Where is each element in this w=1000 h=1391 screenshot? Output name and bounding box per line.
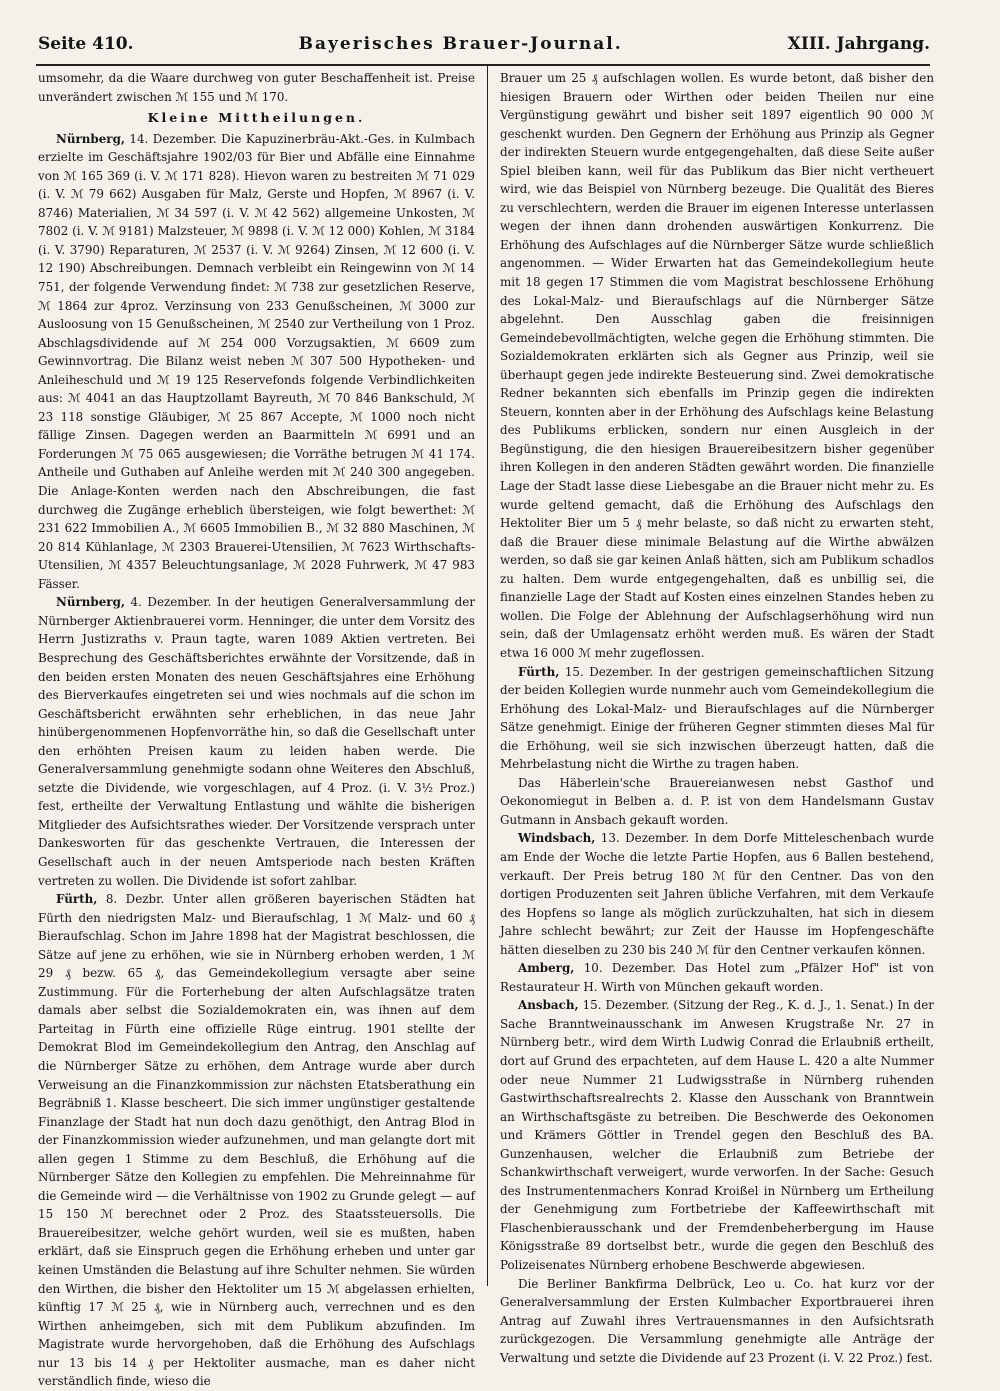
article-nuernberg-kapuzinerbraeu [38, 130, 475, 594]
left-column [38, 69, 475, 1391]
page-header [38, 34, 930, 60]
article-text: Das Häberlein'sche Brauereianwesen nebst Gasthof und Oekonomiegut in Belben a. d. P. ist von dem Handelsmann Gustav Gutmann in Ansbach gekauft worden. [500, 775, 934, 827]
article-lead: Amberg, [518, 961, 575, 976]
column-divider [487, 66, 488, 1286]
volume-label: XIII. Jahrgang. [787, 34, 930, 54]
journal-title: Bayerisches Brauer-Journal. [298, 34, 623, 54]
right-column [500, 69, 934, 1367]
section-heading: Kleine Mittheilungen. [147, 110, 366, 126]
article-amberg [500, 959, 934, 996]
article-lead: Windsbach, [518, 831, 596, 846]
article-nuernberg-henninger [38, 593, 475, 890]
page-number: Seite 410. [38, 34, 134, 54]
article-fuerth-aufschlag [38, 890, 475, 1391]
article-text: 4. Dezember. In der heutigen Generalversammlung der Nürnberger Aktienbrauerei vorm. Henninger, die unter dem Vorsitz des Herrn Justizraths v. Praun tagte, waren 1089 Aktien vertreten. Bei Besprechung des Geschäftsberichtes erwähnte der Vorsitzende, daß in den beiden ersten Monaten des neuen Geschäftsjahres eine Erhöhung des Bierverkaufes eingetreten sei und wies nochmals auf die schon im Geschäftsbericht erwähnten sehr erheblichen, in das neue Jahr hinübergenommenen Hopfenvorräthe hin, so daß die Gesellschaft unter den erhöhten Preisen kaum zu leiden haben werde. Die Generalversammlung genehmigte sodann ohne Weiteres den Abschluß, setzte die Dividende, wie vorgeschlagen, auf 4 Proz. (i. V. 3½ Proz.) fest, ertheilte der Verwaltung Entlastung und wählte die bisherigen Mitglieder des Aufsichtsrathes wieder. Der Vorsitzende versprach unter Dankesworten für das geschenkte Vertrauen, die Interessen der Gesellschaft auch in der neuen Amtsperiode nach besten Kräften vertreten zu wollen. Die Dividende ist sofort zahlbar. [38, 595, 475, 888]
article-haeberlein [500, 774, 934, 830]
header-rule [36, 64, 930, 66]
article-text: Brauer um 25 ₰ aufschlagen wollen. Es wurde betont, daß bisher den hiesigen Brauern oder Wirthen oder beiden Theilen nur eine Vergünstigung gewährt und bisher seit 1897 eigentlich 90 000 ℳ geschenkt wurden. Den Gegnern der Erhöhung aus Prinzip als Gegner der indirekten Steuern wurde entgegengehalten, daß diese Seite außer Spiel bleiben kann, weil für das Publikum das Bier nicht vertheuert wird, wie das Beispiel von Nürnberg bezeuge. Die Qualität des Bieres zu verschlechtern, werden die Brauer im eigenen Interesse unterlassen wegen der ihnen dann drohenden auswärtigen Konkurrenz. Die Erhöhung des Aufschlages auf die Nürnberger Sätze wurde schließlich angenommen. — Wider Erwarten hat das Gemeindekollegium heute mit 18 gegen 17 Stimmen die vom Magistrat beschlossene Erhöhung des Lokal-Malz- und Bieraufschlags auf die Nürnberger Sätze abgelehnt. Den Ausschlag gaben die freisinnigen Gemeindebevollmächtigten, welche gegen die Erhöhung stimmten. Die Sozialdemokraten erklärten sich als Gegner aus Prinzip, weil sie überhaupt gegen jede indirekte Besteuerung sind. Zwei demokratische Redner bekannten sich ebenfalls im Prinzip gegen die indirekten Steuern, konnten aber in der Erhöhung des Aufschlags keine Belastung des Publikums erblicken, sondern nur einen Ausgleich in der Begünstigung, die den hiesigen Brauereibesitzern bisher gegenüber ihren Kollegen in den anderen Städten gewährt worden. Die finanzielle Lage der Stadt lasse diese Liebesgabe an die Brauer nicht mehr zu. Es wurde geltend gemacht, daß die Erhöhung des Aufschlags den Hektoliter Bier um 5 ₰ mehr belaste, so daß nicht zu erwarten steht, daß die Brauer diese minimale Belastung auf die Wirthe abwälzen werden, so daß sie gar keinen Anlaß hätten, sich am Publikum schadlos zu halten. Dem wurde entgegengehalten, daß es unbillig sei, die finanzielle Lage der Stadt auf Kosten eines einzelnen Standes heben zu wollen. Die Folge der Ablehnung der Aufschlagserhöhung wird nun sein, daß der Umlagensatz erhöht werden muß. Es wären der Stadt etwa 16 000 ℳ mehr zugeflossen. [500, 71, 934, 660]
intro-paragraph: umsomehr, da die Waare durchweg von guter Beschaffenheit ist. Preise unverändert zwischen ℳ 155 und ℳ 170. [38, 71, 475, 104]
article-lead: Fürth, [56, 892, 98, 907]
article-windsbach [500, 829, 934, 959]
article-text: 13. Dezember. In dem Dorfe Mitteleschenbach wurde am Ende der Woche die letzte Partie Hopfen, aus 6 Ballen bestehend, verkauft. Der Preis betrug 180 ℳ für den Centner. Das von den dortigen Produzenten seit Jahren übliche Verfahren, mit dem Verkaufe des Hopfens so lange als möglich zurückzuhalten, hat sich in diesem Jahre schlecht bewährt; zur Zeit der Hausse im Hopfengeschäfte hätten dieselben zu 230 bis 240 ℳ für den Centner verkaufen können. [500, 831, 934, 957]
article-lead: Ansbach, [518, 998, 579, 1013]
article-text: 10. Dezember. Das Hotel zum „Pfälzer Hof" ist von Restaurateur H. Wirth von München gekauft worden. [500, 961, 934, 994]
article-lead: Fürth, [518, 664, 560, 679]
article-lead: Nürnberg, [56, 131, 126, 146]
article-text: Die Berliner Bankfirma Delbrück, Leo u. Co. hat kurz vor der Generalversammlung der Ersten Kulmbacher Exportbrauerei ihren Antrag auf Zuwahl ihres Vertrauensmannes in den Aufsichtsrath zurückgezogen. Die Versammlung genehmigte alle Anträge der Verwaltung und setzte die Dividende auf 23 Prozent (i. V. 22 Proz.) fest. [500, 1276, 934, 1365]
article-ansbach [500, 996, 934, 1274]
article-delbrueck [500, 1275, 934, 1368]
article-fuerth-sitzung [500, 663, 934, 774]
article-text: 15. Dezember. (Sitzung der Reg., K. d. J., 1. Senat.) In der Sache Branntweinausschank im Anwesen Krugstraße Nr. 27 in Nürnberg betr., wird dem Wirth Ludwig Conrad die Erlaubniß ertheilt, dort auf Grund des erpachteten, auf dem Hause L. 420 a alte Nummer oder neue Nummer 21 Ludwigsstraße in Nürnberg ruhenden Gastwirthschaftsrealrechts 2. Klasse den Ausschank von Branntwein an Wirthschaftsgäste zu betreiben. Die Beschwerde des Oekonomen und Krämers Göttler in Trendel gegen den Beschluß des BA. Gunzenhausen, welcher die Erlaubniß zum Betriebe der Schankwirthschaft verweigert, wurde verworfen. In der Sache: Gesuch des Instrumentenmachers Konrad Kroißel in Nürnberg um Ertheilung der Genehmigung zum Fortbetriebe der Kaffeewirthschaft mit Flaschenbierausschank und der Fremdenbeherbergung im Hause Königsstraße 89 dortselbst betr., wurde die gegen den Beschluß des Polizeisenates Nürnberg erhobene Beschwerde abgewiesen. [500, 998, 934, 1272]
article-fuerth-continued [500, 69, 934, 663]
article-text: 8. Dezbr. Unter allen größeren bayerischen Städten hat Fürth den niedrigsten Malz- und Bieraufschlag, 1 ℳ Malz- und 60 ₰ Bieraufschlag. Schon im Jahre 1898 hat der Magistrat beschlossen, die Sätze auf jene zu erhöhen, wie sie in Nürnberg erhoben werden, 1 ℳ 29 ₰ bezw. 65 ₰, das Gemeindekollegium versagte aber seine Zustimmung. Für die Forterhebung der alten Aufschlagsätze traten damals aber selbst die Sozialdemokraten ein, was ihnen auf dem Parteitag in Fürth eine offizielle Rüge eintrug. 1901 stellte der Demokrat Blod im Gemeindekollegium den Antrag, den Anschlag auf die Nürnberger Sätze zu erhöhen, dem Antrage wurde aber durch Verweisung an die Finanzkommission zur nächsten Etatsberathung ein Begräbniß 1. Klasse bescheert. Die sich immer ungünstiger gestaltende Finanzlage der Stadt hat nun doch dazu genöthigt, den Antrag Blod in der Finanzkommission wieder aufzunehmen, und man gelangte dort mit allen gegen 1 Stimme zu dem Beschluß, die Erhöhung auf die Nürnberger Sätze den Kollegien zu empfehlen. Die Mehreinnahme für die Gemeinde wird — die Verhältnisse von 1902 zu Grunde gelegt — auf 15 150 ℳ berechnet oder 2 Proz. des Staatssteuersolls. Die Brauereibesitzer, welche gehört wurden, weil sie es mußten, haben erklärt, daß sie Einspruch gegen die Erhöhung erheben und unter gar keinen Umständen die Belastung auf ihre Schulter nehmen. Sie würden den Wirthen, die bisher den Hektoliter um 15 ℳ abgelassen erhielten, künftig 17 ℳ 25 ₰, wie in Nürnberg auch, verrechnen und es den Wirthen anheimgeben, sich mit dem Publikum abzufinden. Im Magistrate wurde hervorgehoben, daß die Erhöhung des Aufschlags nur 13 bis 14 ₰ per Hektoliter ausmache, man es daher nicht verständlich finde, wieso die [38, 892, 475, 1389]
article-text: 14. Dezember. Die Kapuzinerbräu-Akt.-Ges. in Kulmbach erzielte im Geschäftsjahre 1902/03 für Bier und Abfälle eine Einnahme von ℳ 165 369 (i. V. ℳ 171 828). Hievon waren zu bestreiten ℳ 71 029 (i. V. ℳ 79 662) Ausgaben für Malz, Gerste und Hopfen, ℳ 8967 (i. V. 8746) Materialien, ℳ 34 597 (i. V. ℳ 42 562) allgemeine Unkosten, ℳ 7802 (i. V. ℳ 9181) Malzsteuer, ℳ 9898 (i. V. ℳ 12 000) Kohlen, ℳ 3184 (i. V. 3790) Reparaturen, ℳ 2537 (i. V. ℳ 9264) Zinsen, ℳ 12 600 (i. V. 12 190) Abschreibungen. Demnach verbleibt ein Reingewinn von ℳ 14 751, der folgende Verwendung findet: ℳ 738 zur gesetzlichen Reserve, ℳ 1864 zur 4proz. Verzinsung von 233 Genußscheinen, ℳ 3000 zur Ausloosung von 15 Genußscheinen, ℳ 2540 zur Vertheilung von 1 Proz. Abschlagsdividende auf ℳ 254 000 Vorzugsaktien, ℳ 6609 zum Gewinnvortrag. Die Bilanz weist neben ℳ 307 500 Hypotheken- und Anleiheschuld und ℳ 19 125 Reservefonds folgende Verbindlichkeiten aus: ℳ 4041 an das Hauptzollamt Bayreuth, ℳ 70 846 Bankschuld, ℳ 23 118 sonstige Gläubiger, ℳ 25 867 Accepte, ℳ 1000 noch nicht fällige Zinsen. Dagegen werden an Baarmitteln ℳ 6991 und an Forderungen ℳ 75 065 ausgewiesen; die Vorräthe betrugen ℳ 41 174. Antheile und Guthaben auf Anleihe werden mit ℳ 240 300 angegeben. Die Anlage-Konten werden nach den Abschreibungen, die fast durchweg die Zugänge erheblich übersteigen, wie folgt bewerthet: ℳ 231 622 Immobilien A., ℳ 6605 Immobilien B., ℳ 32 880 Maschinen, ℳ 20 814 Kühlanlage, ℳ 2303 Brauerei-Utensilien, ℳ 7623 Wirthschafts-Utensilien, ℳ 4357 Beleuchtungsanlage, ℳ 2028 Fuhrwerk, ℳ 47 983 Fässer. [38, 131, 475, 591]
article-text: 15. Dezember. In der gestrigen gemeinschaftlichen Sitzung der beiden Kollegien wurde nunmehr auch vom Gemeindekollegium die Erhöhung des Lokal-Malz- und Bieraufschlages auf die Nürnberger Sätze genehmigt. Einige der früheren Gegner stimmten dieses Mal für die Erhöhung, weil sie sich inzwischen überzeugt hatten, daß die Mehrbelastung nicht die Wirthe zu tragen haben. [500, 664, 934, 772]
article-lead: Nürnberg, [56, 595, 126, 610]
